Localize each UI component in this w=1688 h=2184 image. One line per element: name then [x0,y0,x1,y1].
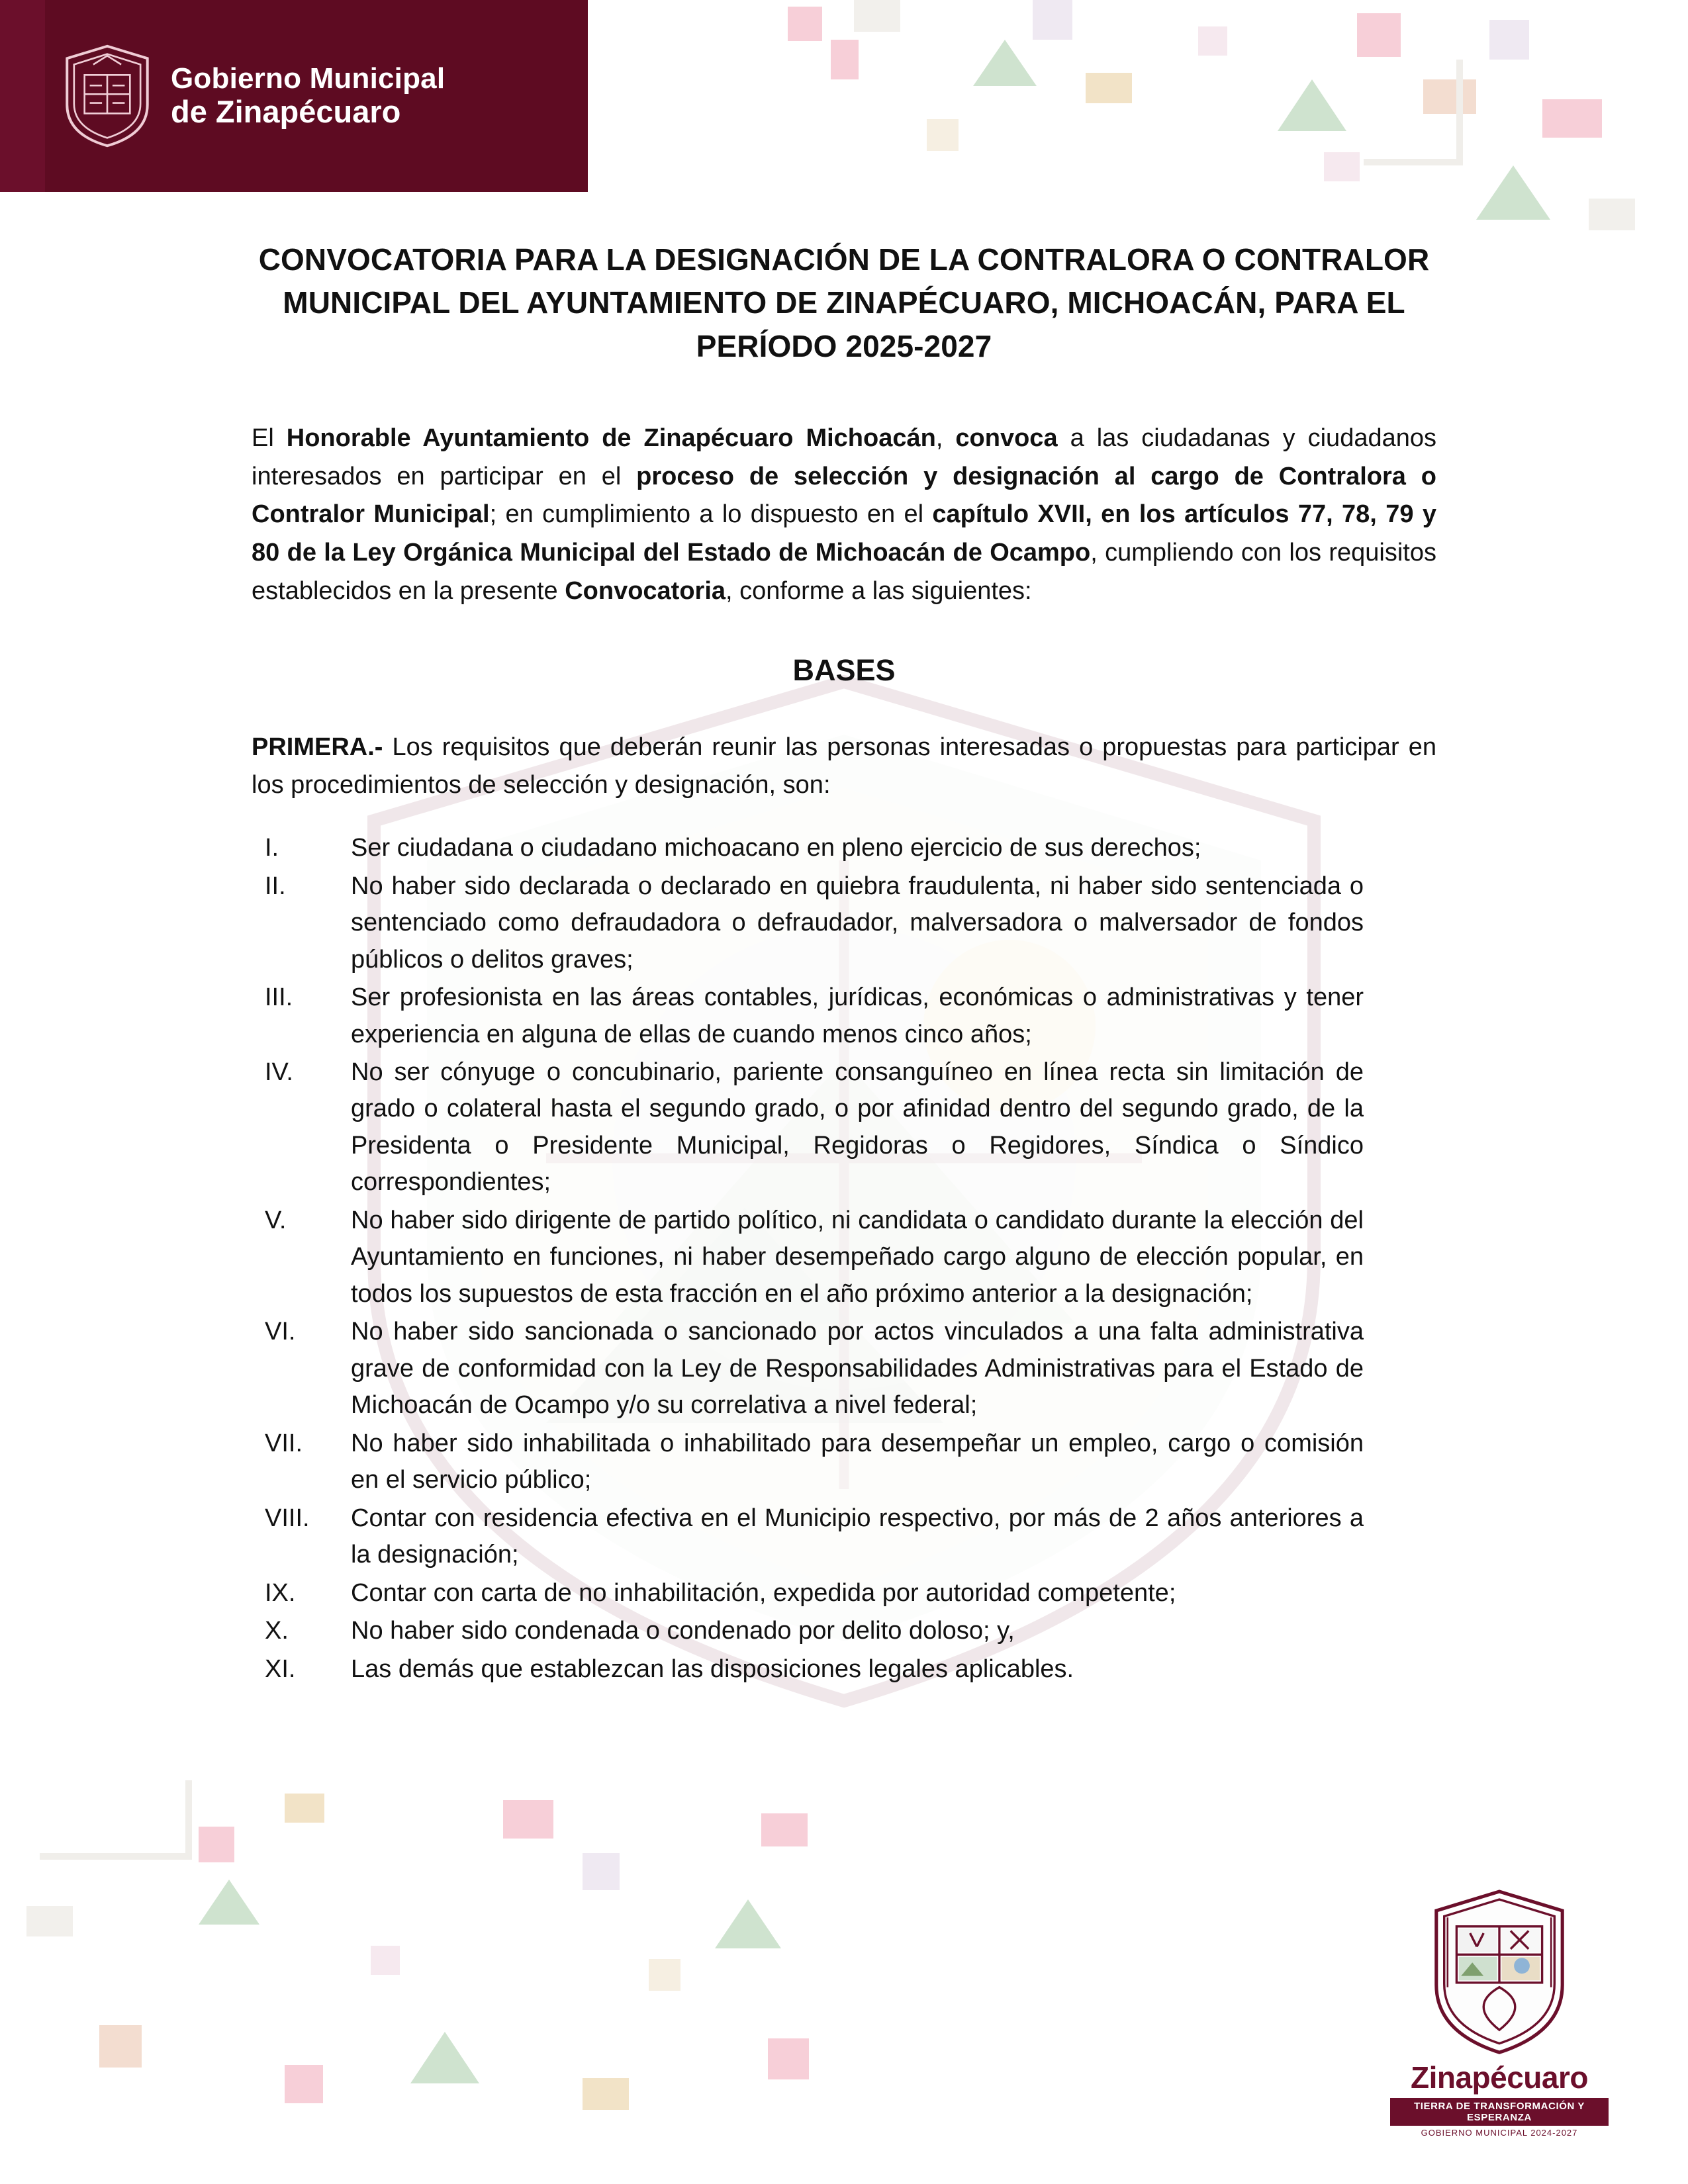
requirement-item [265,1613,1364,1649]
primera-paragraph: PRIMERA.- Los requisitos que deberán reunir las personas interesadas o propuestas para participar en los procedimientos de selección y designación, son: [252,733,1436,799]
brand-line-1: Gobierno Municipal [171,62,445,95]
brand-title [171,62,445,130]
decor-square [768,2038,809,2079]
decor-square [503,1800,553,1839]
requirement-numeral: XI. [265,1655,296,1683]
requirements-list [265,830,1364,1688]
decor-square [26,1906,73,1936]
requirement-text: Contar con residencia efectiva en el Municipio respectivo, por más de 2 años anteriores a la designación; [351,1504,1364,1569]
requirement-text: No haber sido declarada o declarado en quiebra fraudulenta, ni haber sido sentenciada o sentenciado como defraudadora o defraudador, malversadora o malversador de fondos públicos o delitos graves; [351,872,1364,974]
municipal-crest-icon [64,43,151,149]
decor-square [583,1853,620,1890]
decor-square [199,1827,234,1862]
decor-line [40,1853,192,1860]
requirement-numeral: III. [265,983,293,1012]
requirement-item [265,1203,1364,1312]
requirement-text: No haber sido condenada o condenado por delito doloso; y, [351,1617,1015,1645]
page-title: CONVOCATORIA PARA LA DESIGNACIÓN DE LA CONTRALORA O CONTRALOR MUNICIPAL DEL AYUNTAMIENTO DE ZINAPÉCUARO, MICHOACÁN, PARA EL PERÍODO 2025-2027 [258,242,1430,363]
requirement-item [265,830,1364,866]
requirement-item [265,1651,1364,1688]
requirement-text: Ser profesionista en las áreas contables, jurídicas, económicas o administrativas y tener experiencia en alguna de ellas de cuando menos cinco años; [351,983,1364,1048]
requirement-text: Contar con carta de no inhabilitación, expedida por autoridad competente; [351,1578,1176,1607]
requirement-numeral: IX. [265,1578,296,1607]
requirement-item [265,1500,1364,1574]
requirement-numeral: VI. [265,1318,296,1346]
decor-square [371,1946,400,1975]
footer-logo [1390,1888,1609,2138]
requirement-item [265,1054,1364,1201]
requirement-numeral: II. [265,872,286,900]
requirement-numeral: IV. [265,1058,293,1086]
requirement-item [265,979,1364,1053]
intro-paragraph: El Honorable Ayuntamiento de Zinapécuaro Michoacán, convoca a las ciudadanas y ciudadanos interesados en participar en el proceso de selección y designación al cargo de Contralora o Contralor Municipal; en cumplimiento a lo dispuesto en el capítulo XVII, en los artículos 77, 78, 79 y 80 de la Ley Orgánica Municipal del Estado de Michoacán de Ocampo, cumpliendo con los requisitos establecidos en la presente Convocatoria, conforme a las siguientes: [252,424,1436,605]
requirement-numeral: I. [265,834,279,862]
brand-line-2: de Zinapécuaro [171,94,401,130]
decor-square [761,1813,808,1846]
requirement-numeral: VII. [265,1429,303,1457]
decor-line [185,1780,192,1860]
decor-square [649,1959,680,1991]
decor-square [99,2025,142,2068]
requirement-text: No haber sido inhabilitada o inhabilitado para desempeñar un empleo, cargo o comisión en el servicio público; [351,1429,1364,1494]
requirement-numeral: VIII. [265,1504,310,1532]
requirement-numeral: V. [265,1206,287,1234]
footer-subtitle: GOBIERNO MUNICIPAL 2024-2027 [1421,2128,1578,2138]
requirement-text: Las demás que establezcan las disposiciones legales aplicables. [351,1655,1074,1683]
municipal-crest-icon [1430,1888,1569,2057]
decor-triangle [199,1880,259,1925]
decor-triangle [715,1899,781,1948]
footer-wordmark: Zinapécuaro [1410,2060,1588,2095]
header-brand-block [45,0,588,192]
requirement-item [265,1426,1364,1499]
header-accent-band [0,0,45,192]
requirement-text: Ser ciudadana o ciudadano michoacano en pleno ejercicio de sus derechos; [351,834,1201,862]
footer-tagline: TIERRA DE TRANSFORMACIÓN Y ESPERANZA [1390,2098,1609,2126]
decor-square [285,1794,324,1823]
decor-square [285,2065,323,2103]
decor-square [583,2078,629,2110]
requirement-item [265,1314,1364,1424]
bases-heading: BASES [792,653,896,687]
requirement-item [265,868,1364,978]
decor-triangle [410,2032,479,2083]
requirement-text: No ser cónyuge o concubinario, pariente consanguíneo en línea recta sin limitación de grado o colateral hasta el segundo grado, o por afinidad dentro del segundo grado, de la Presidenta o Presidente Municipal, Regidoras o Regidores, Síndica o Síndico correspondientes; [351,1058,1364,1197]
requirement-text: No haber sido sancionada o sancionado por actos vinculados a una falta administrativa grave de conformidad con la Ley de Responsabilidades Administrativas para el Estado de Michoacán de Ocampo y/o su correlativa a nivel federal; [351,1318,1364,1420]
requirement-text: No haber sido dirigente de partido político, ni candidata o candidato durante la elección del Ayuntamiento en funciones, ni haber desempeñado cargo alguno de elección popular, en todos los supuestos de esta fracción en el año próximo anterior a la designación; [351,1206,1364,1308]
requirement-numeral: X. [265,1617,289,1645]
requirement-item [265,1575,1364,1612]
